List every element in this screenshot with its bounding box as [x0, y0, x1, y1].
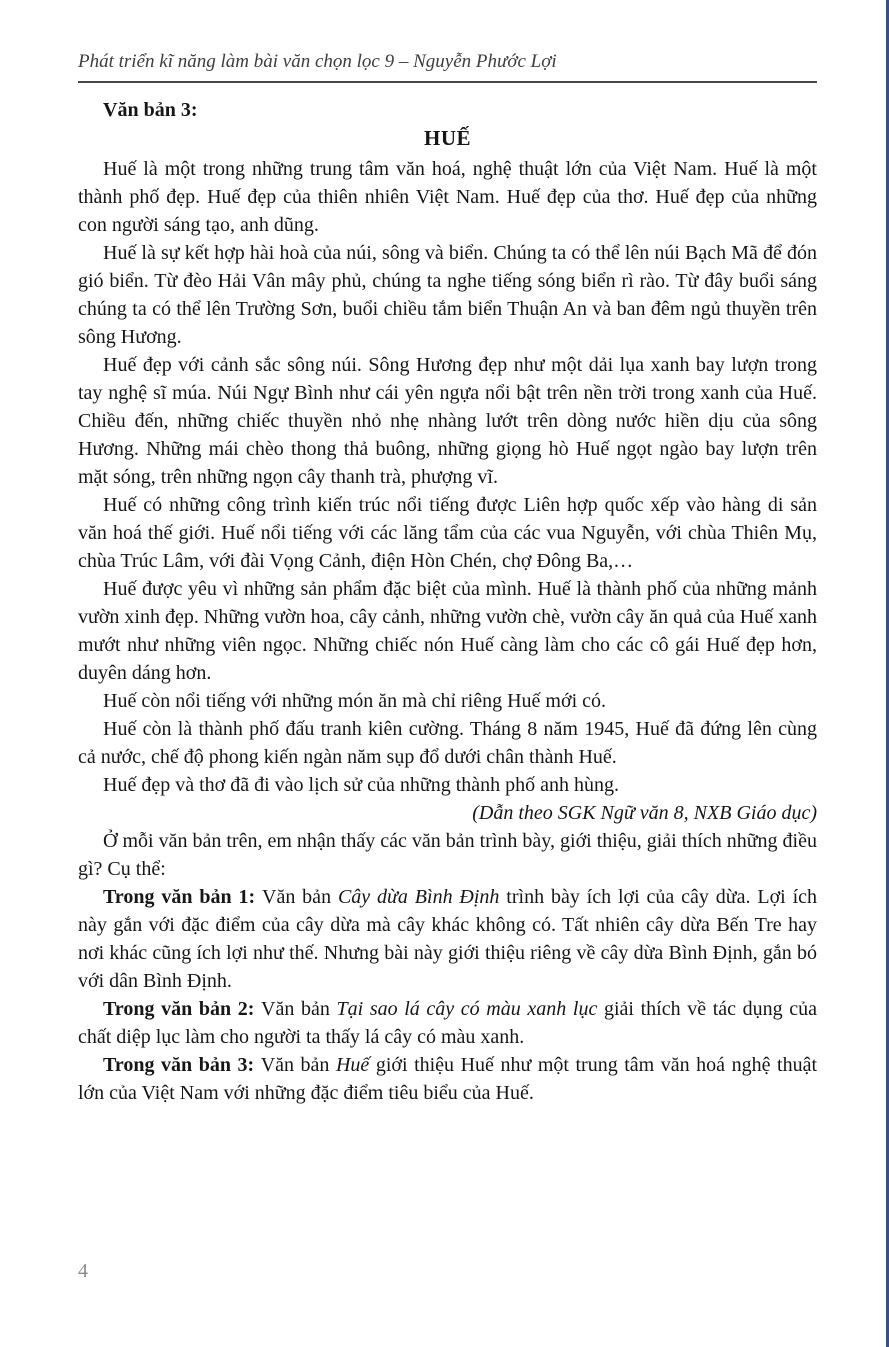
- analysis-item-2: Trong văn bản 2: Văn bản Tại sao lá cây có màu xanh lục giải thích về tác dụng của chất diệp lục làm cho người ta thấy lá cây có màu xanh.: [78, 998, 818, 1048]
- paragraph: Huế đẹp và thơ đã đi vào lịch sử của những thành phố anh hùng.: [103, 774, 620, 796]
- paragraph: Huế có những công trình kiến trúc nổi tiếng được Liên hợp quốc xếp vào hàng di sản văn hoá thế giới. Huế nổi tiếng với các lăng tẩm của các vua Nguyễn, với chùa Thiên Mụ, chùa Trúc Lâm, với đài Vọng Cảnh, điện Hòn Chén, chợ Đông Ba,…: [78, 494, 817, 572]
- analysis-item-1: Trong văn bản 1: Văn bản Cây dừa Bình Định trình bày ích lợi của cây dừa. Lợi ích này gắn với đặc điểm của cây dừa mà cây khác không có. Tất nhiên cây dừa Bến Tre hay nơi khác cũng ích lợi như thế. Nhưng bài này giới thiệu riêng về cây dừa Bình Định, gắn bó với dân Bình Định.: [78, 886, 818, 992]
- running-head: Phát triển kĩ năng làm bài văn chọn lọc 9 – Nguyễn Phước Lợi: [78, 50, 817, 83]
- section-label: Văn bản 3:: [103, 99, 198, 121]
- paragraph: Huế còn là thành phố đấu tranh kiên cường. Tháng 8 năm 1945, Huế đã đứng lên cùng cả nước, chế độ phong kiến ngàn năm sụp đổ dưới chân thành Huế.: [78, 718, 817, 768]
- citation: (Dẫn theo SGK Ngữ văn 8, NXB Giáo dục): [472, 802, 817, 824]
- analysis-item-3: Trong văn bản 3: Văn bản Huế giới thiệu Huế như một trung tâm văn hoá nghệ thuật lớn của Việt Nam với những đặc điểm tiêu biểu của Huế.: [78, 1054, 818, 1104]
- paragraph: Huế là sự kết hợp hài hoà của núi, sông và biển. Chúng ta có thể lên núi Bạch Mã để đón gió biển. Từ đèo Hải Vân mây phủ, chúng ta nghe tiếng sóng biển rì rào. Từ đây buổi sáng chúng ta có thể lên Trường Sơn, buổi chiều tắm biển Thuận An và ban đêm ngủ thuyền trên sông Hương.: [78, 242, 817, 348]
- document-body: [78, 155, 817, 1107]
- page-title: HUẾ: [423, 126, 471, 150]
- paragraph: Huế được yêu vì những sản phẩm đặc biệt của mình. Huế là thành phố của những mảnh vườn xinh đẹp. Những vườn hoa, cây cảnh, những vườn chè, vườn cây ăn quả của Huế xanh mướt như những viên ngọc. Những chiếc nón Huế càng làm cho các cô gái Huế đẹp hơn, duyên dáng hơn.: [78, 578, 817, 684]
- page-number: 4: [78, 1260, 88, 1282]
- paragraph: Huế là một trong những trung tâm văn hoá, nghệ thuật lớn của Việt Nam. Huế là một thành phố đẹp. Huế đẹp của thiên nhiên Việt Nam. Huế đẹp của thơ. Huế đẹp của những con người sáng tạo, anh dũng.: [78, 158, 817, 236]
- paragraph: Huế còn nổi tiếng với những món ăn mà chỉ riêng Huế mới có.: [103, 690, 606, 712]
- paragraph: Ở mỗi văn bản trên, em nhận thấy các văn bản trình bày, giới thiệu, giải thích những điều gì? Cụ thể:: [78, 830, 817, 880]
- paragraph: Huế đẹp với cảnh sắc sông núi. Sông Hương đẹp như một dải lụa xanh bay lượn trong tay nghệ sĩ múa. Núi Ngự Bình như cái yên ngựa nổi bật trên nền trời trong xanh của Huế. Chiều đến, những chiếc thuyền nhỏ nhẹ nhàng lướt trên dòng nước hiền dịu của sông Hương. Những mái chèo thong thả buông, những giọng hò Huế ngọt ngào bay lượn trên mặt sóng, trên những ngọn cây thanh trà, phượng vĩ.: [78, 354, 817, 488]
